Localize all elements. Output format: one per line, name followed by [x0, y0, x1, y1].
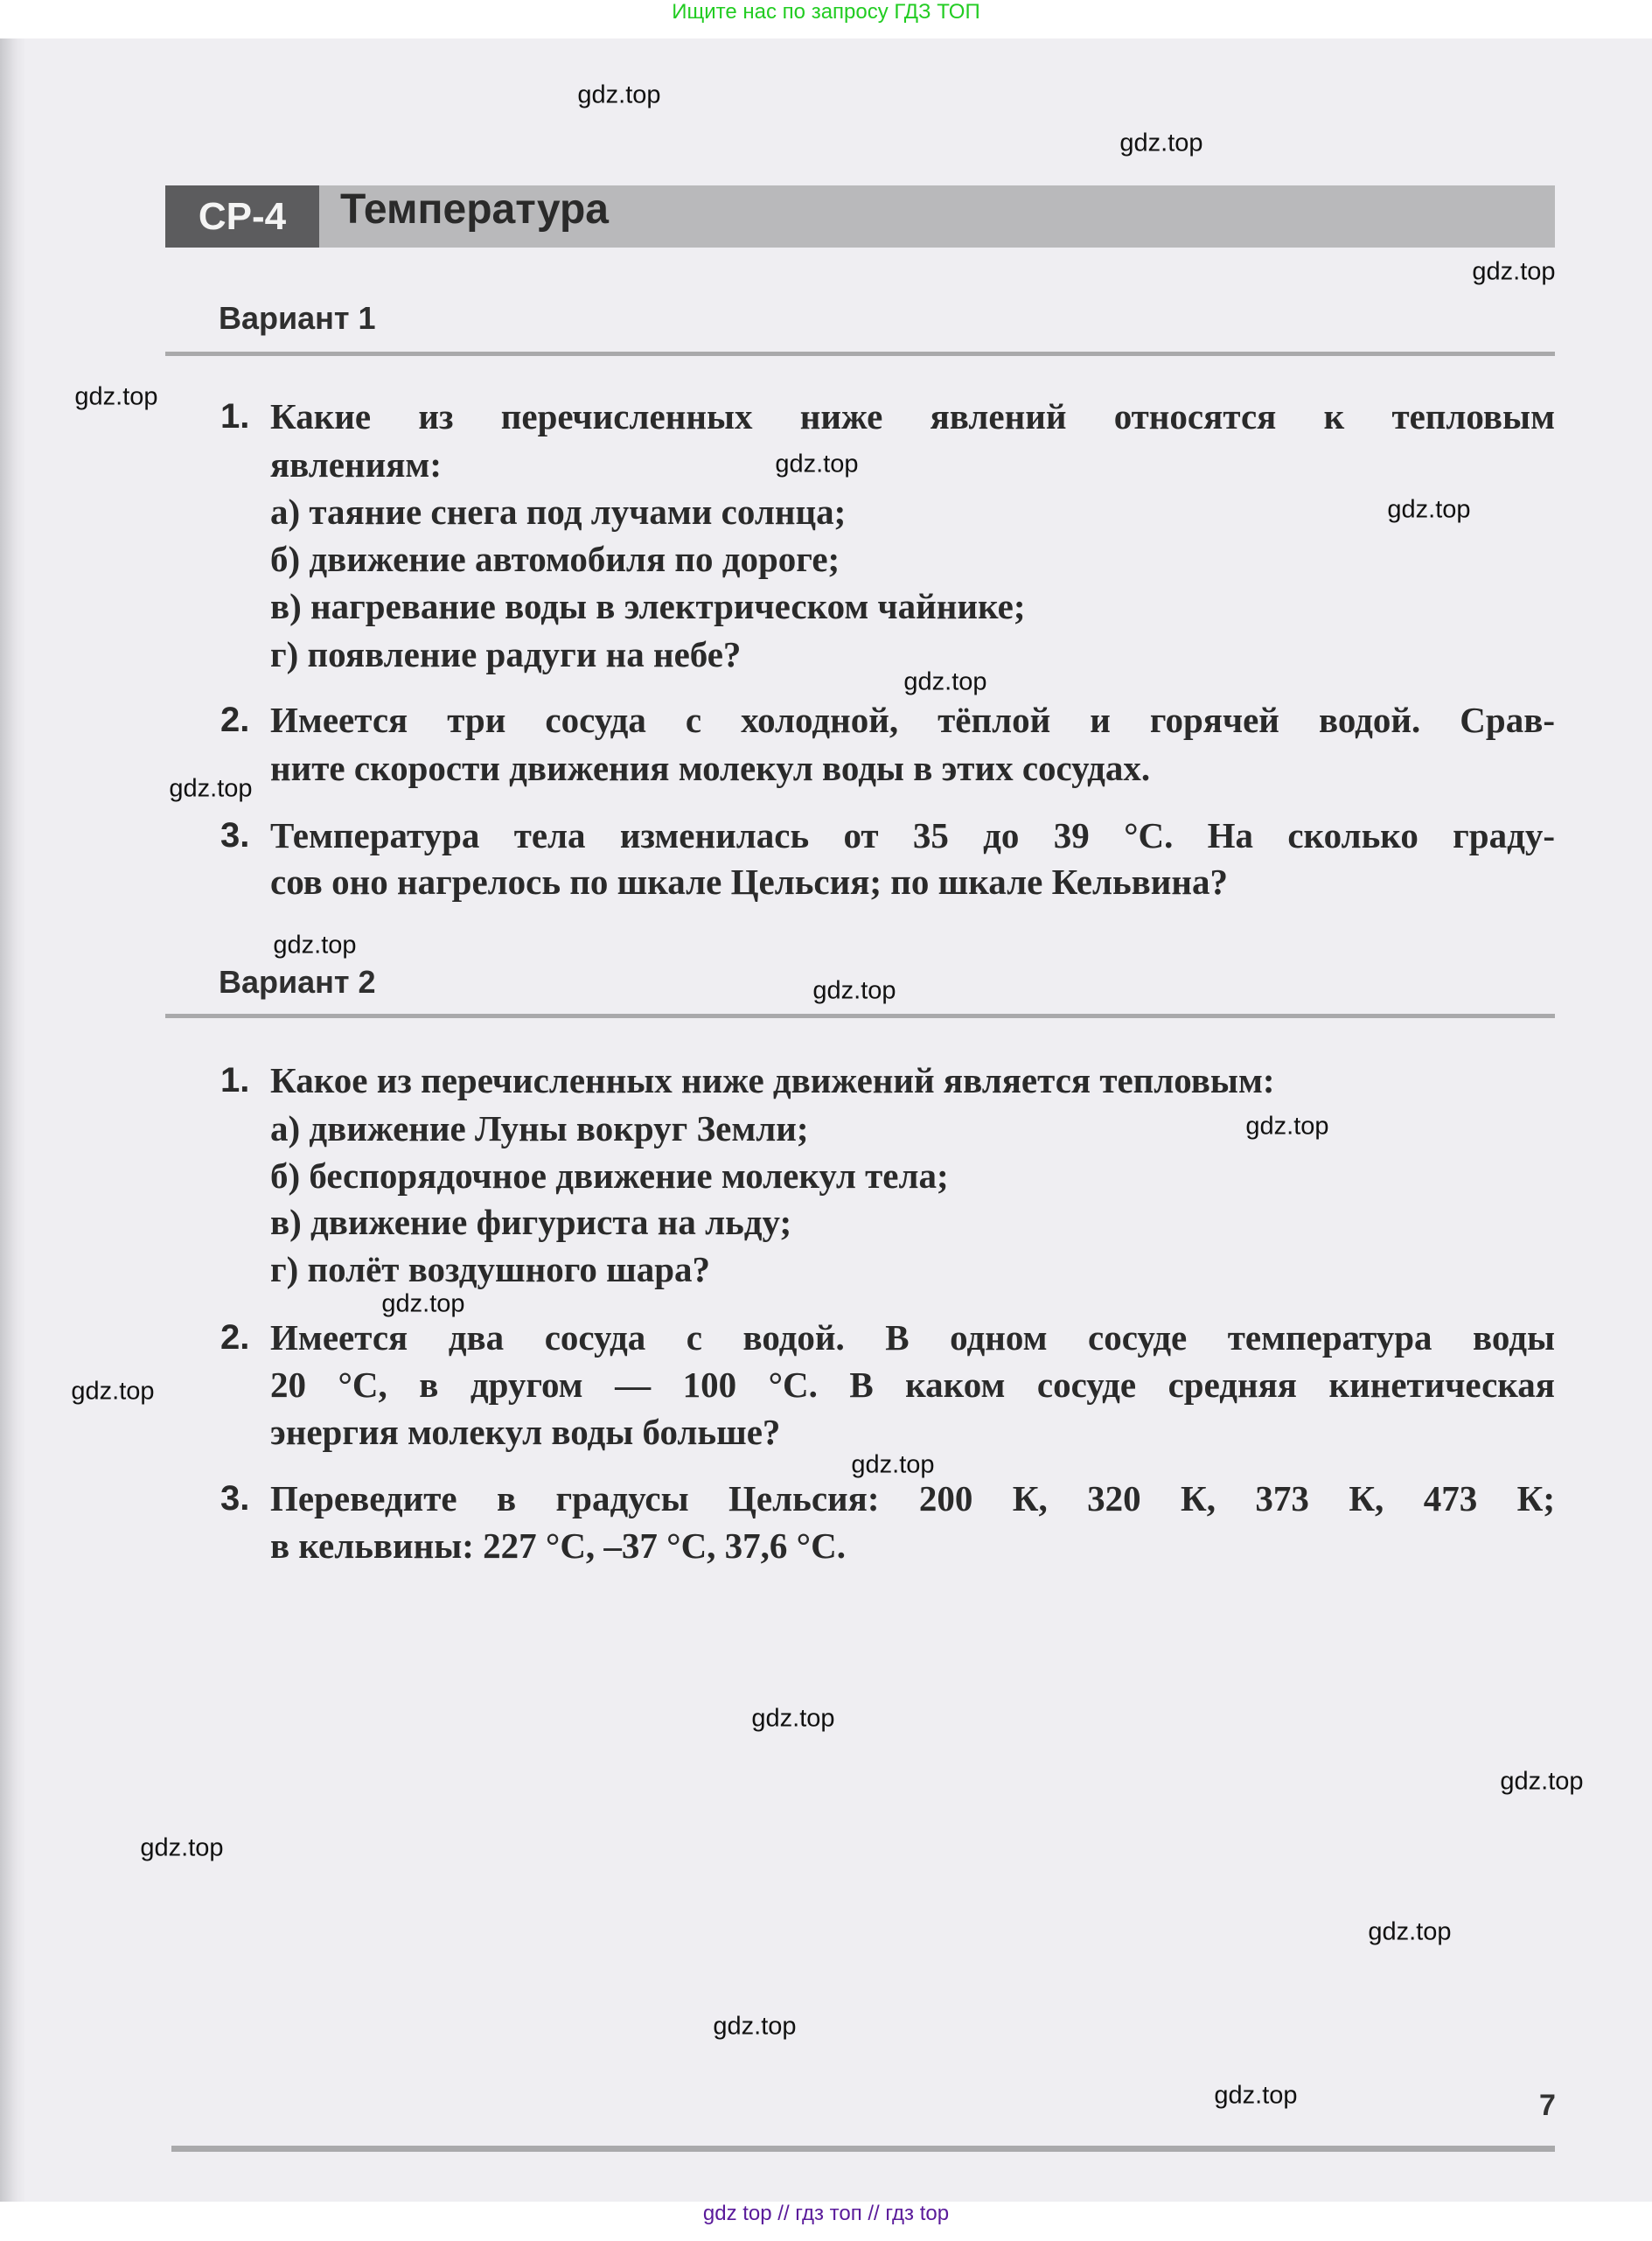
question-text: явлениям: — [270, 444, 442, 485]
question-number: 3. — [220, 816, 250, 855]
divider — [165, 352, 1555, 356]
watermark: gdz.top — [751, 1704, 835, 1733]
watermark: gdz.top — [713, 2012, 797, 2041]
question-text: Переведите в градусы Цельсия: 200 К, 320 К, 373 К, 473 К; — [270, 1478, 1555, 1518]
watermark: gdz.top — [851, 1450, 935, 1479]
page-number: 7 — [1539, 2089, 1556, 2122]
bottom-rule — [171, 2146, 1555, 2152]
question-text: 20 °С, в другом — 100 °С. В каком сосуде средняя кинетическая — [270, 1365, 1555, 1405]
question-number: 3. — [220, 1479, 250, 1518]
watermark: gdz.top — [71, 1377, 155, 1406]
watermark: gdz.top — [1214, 2081, 1298, 2110]
section-code: СР-4 — [165, 185, 319, 248]
question-number: 2. — [220, 701, 250, 739]
question-text: Какое из перечисленных ниже движений является тепловым: — [270, 1060, 1275, 1100]
watermark: gdz.top — [903, 667, 987, 696]
question-text: Температура тела изменилась от 35 до 39 °С. На сколько граду- — [270, 815, 1555, 855]
watermark: gdz.top — [812, 976, 896, 1005]
watermark: gdz.top — [1119, 129, 1203, 157]
watermark: gdz.top — [140, 1833, 224, 1862]
answer-option: а) таяние снега под лучами солнца; — [270, 492, 847, 532]
question-number: 2. — [220, 1318, 250, 1357]
section-title: Температура — [340, 186, 609, 233]
bottom-banner[interactable]: gdz top // гдз топ // гдз top — [702, 2202, 950, 2225]
answer-option: г) появление радуги на небе? — [270, 634, 742, 674]
watermark: gdz.top — [273, 931, 357, 960]
watermark: gdz.top — [1472, 257, 1556, 286]
question-text: сов оно нагрелось по шкале Цельсия; по шкале Кельвина? — [270, 862, 1229, 902]
watermark: gdz.top — [577, 80, 661, 109]
question-number: 1. — [220, 1061, 250, 1100]
watermark: gdz.top — [775, 450, 859, 478]
watermark: gdz.top — [1500, 1767, 1584, 1796]
question-text: Какие из перечисленных ниже явлений относятся к тепловым — [270, 396, 1555, 436]
question-number: 1. — [220, 397, 250, 436]
watermark: gdz.top — [1368, 1917, 1452, 1946]
question-text: энергия молекул воды больше? — [270, 1412, 781, 1452]
watermark: gdz.top — [1387, 495, 1471, 524]
answer-option: а) движение Луны вокруг Земли; — [270, 1108, 809, 1148]
question-text: Имеется два сосуда с водой. В одном сосуде температура воды — [270, 1317, 1555, 1358]
answer-option: в) движение фигуриста на льду; — [270, 1202, 792, 1242]
section-title-bar — [165, 185, 1555, 248]
answer-option: б) беспорядочное движение молекул тела; — [270, 1155, 949, 1196]
question-text: ните скорости движения молекул воды в этих сосудах. — [270, 748, 1151, 788]
watermark: gdz.top — [1245, 1112, 1329, 1141]
watermark: gdz.top — [169, 774, 253, 803]
variant-2-heading: Вариант 2 — [219, 964, 376, 1000]
watermark: gdz.top — [74, 382, 158, 411]
question-text: Имеется три сосуда с холодной, тёплой и горячей водой. Срав- — [270, 700, 1555, 740]
question-text: в кельвины: 227 °С, –37 °С, 37,6 °С. — [270, 1525, 846, 1566]
divider — [165, 1014, 1555, 1018]
answer-option: в) нагревание воды в электрическом чайнике; — [270, 586, 1026, 626]
watermark: gdz.top — [381, 1289, 465, 1318]
variant-1-heading: Вариант 1 — [219, 300, 376, 336]
answer-option: г) полёт воздушного шара? — [270, 1249, 711, 1289]
answer-option: б) движение автомобиля по дороге; — [270, 539, 840, 579]
top-banner[interactable]: Ищите нас по запросу ГДЗ ТОП — [672, 0, 980, 24]
